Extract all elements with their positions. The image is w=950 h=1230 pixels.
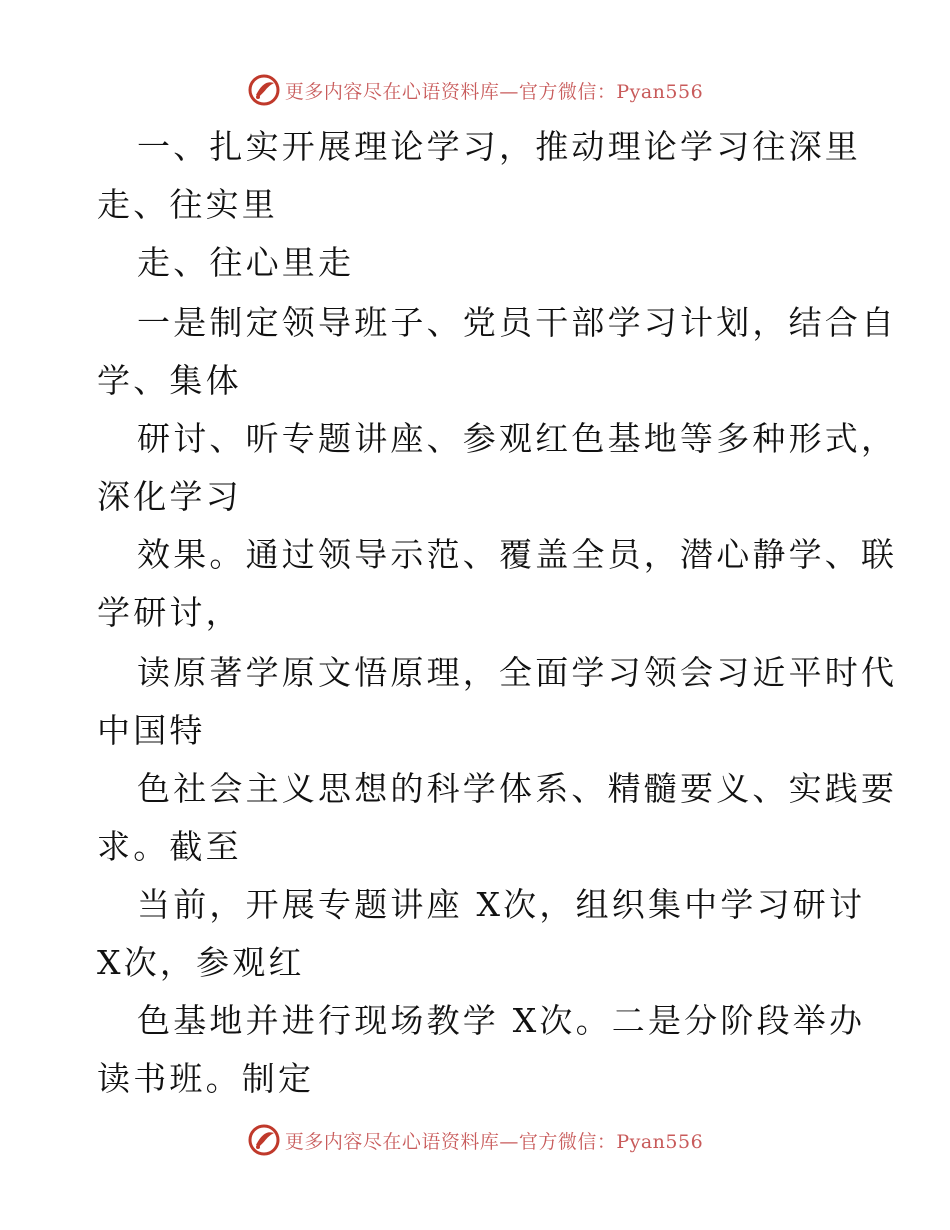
body-line: 读书班。制定 xyxy=(97,1059,315,1098)
body-line: 读原著学原文悟原理，全面学习领会习近平时代 xyxy=(137,653,898,692)
body-line: 走、往心里走 xyxy=(137,243,355,282)
body-line: 当前，开展专题讲座 X次，组织集中学习研讨 xyxy=(137,885,866,924)
body-line: 色基地并进行现场教学 X次。二是分阶段举办 xyxy=(137,1001,866,1040)
body-line: 深化学习 xyxy=(97,477,242,516)
body-line: 研讨、听专题讲座、参观红色基地等多种形式， xyxy=(137,419,898,458)
body-line: 中国特 xyxy=(97,711,206,750)
body-line: 求。截至 xyxy=(97,827,242,866)
body-line: 一、扎实开展理论学习，推动理论学习往深里 xyxy=(137,127,861,166)
body-line: X次，参观红 xyxy=(97,943,305,982)
body-line: 效果。通过领导示范、覆盖全员，潜心静学、联 xyxy=(137,535,898,574)
logo-icon xyxy=(247,73,281,107)
header-banner-text: 更多内容尽在心语资料库—官方微信：Pyan556 xyxy=(284,80,704,103)
body-line: 学、集体 xyxy=(97,361,242,400)
body-line: 走、往实里 xyxy=(97,185,278,224)
footer-banner xyxy=(0,1120,950,1160)
logo-icon xyxy=(247,1123,281,1157)
body-line: 一是制定领导班子、党员干部学习计划，结合自 xyxy=(137,303,898,342)
body-line: 学研讨， xyxy=(97,593,242,632)
footer-banner-text: 更多内容尽在心语资料库—官方微信：Pyan556 xyxy=(284,1130,704,1153)
body-line: 色社会主义思想的科学体系、精髓要义、实践要 xyxy=(137,769,898,808)
header-banner xyxy=(0,70,950,110)
